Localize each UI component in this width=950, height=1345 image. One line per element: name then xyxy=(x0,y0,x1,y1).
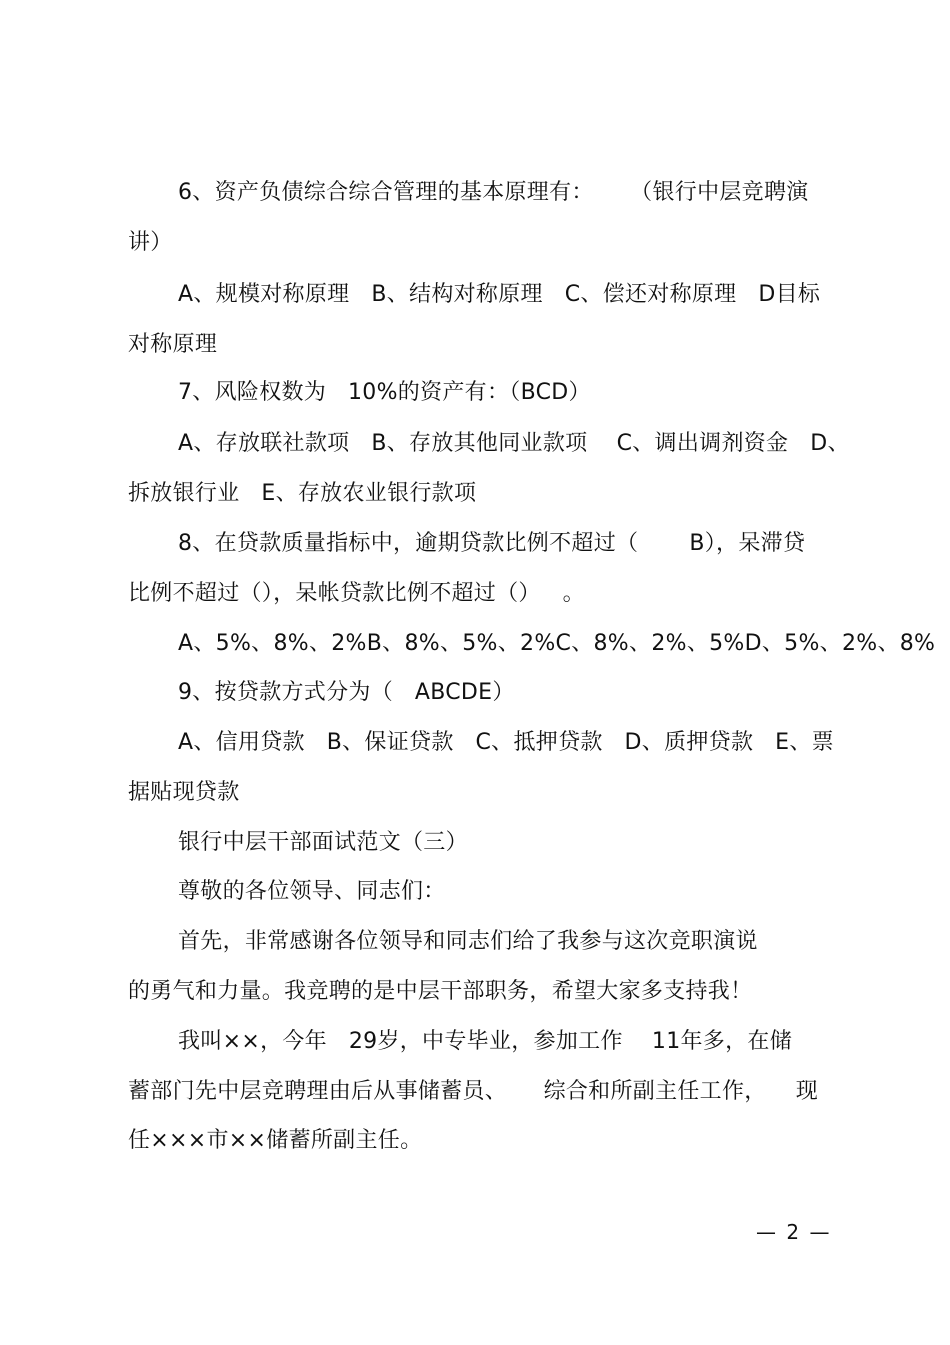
question-8-line-1: 8、在贷款质量指标中，逾期贷款比例不超过（ B），呆滞贷 xyxy=(178,531,806,556)
salutation: 尊敬的各位领导、同志们： xyxy=(178,879,446,904)
question-9-options-line-1: A、信用贷款 B、保证贷款 C、抵押贷款 D、质押贷款 E、票 xyxy=(178,730,834,755)
question-6-options-line-2: 对称原理 xyxy=(128,332,218,357)
paragraph-2-line-2: 蓄部门先中层竞聘理由后从事储蓄员、 综合和所副主任工作， 现 xyxy=(128,1079,819,1104)
question-7-options-line-2: 拆放银行业 E、存放农业银行款项 xyxy=(128,481,477,506)
paragraph-1-line-2: 的勇气和力量。我竞聘的是中层干部职务，希望大家多支持我！ xyxy=(128,979,753,1004)
paragraph-2-line-3: 任×××市××储蓄所副主任。 xyxy=(128,1128,423,1153)
section-heading: 银行中层干部面试范文（三） xyxy=(178,830,468,855)
question-9-options-line-2: 据贴现贷款 xyxy=(128,780,240,805)
paragraph-2-line-1: 我叫××，今年 29岁，中专毕业，参加工作 11年多，在储 xyxy=(178,1029,793,1054)
question-6-line-2: 讲） xyxy=(128,230,173,255)
question-6-line-1: 6、资产负债综合综合管理的基本原理有： （银行中层竞聘演 xyxy=(178,180,809,205)
question-8-options-line: A、5%、8%、2%B、8%、5%、2%C、8%、2%、5%D、5%、2%、8% xyxy=(178,631,936,656)
question-8-line-2: 比例不超过（），呆帐贷款比例不超过（） 。 xyxy=(128,581,585,606)
question-7-options-line-1: A、存放联社款项 B、存放其他同业款项 C、调出调剂资金 D、 xyxy=(178,431,850,456)
question-6-options-line-1: A、规模对称原理 B、结构对称原理 C、偿还对称原理 D目标 xyxy=(178,282,821,307)
page-number: — 2 — xyxy=(756,1220,832,1244)
paragraph-1-line-1: 首先，非常感谢各位领导和同志们给了我参与这次竞职演说 xyxy=(178,929,758,954)
question-9-line: 9、按贷款方式分为（ ABCDE） xyxy=(178,680,515,705)
question-7-line: 7、风险权数为 10%的资产有：（BCD） xyxy=(178,380,591,405)
